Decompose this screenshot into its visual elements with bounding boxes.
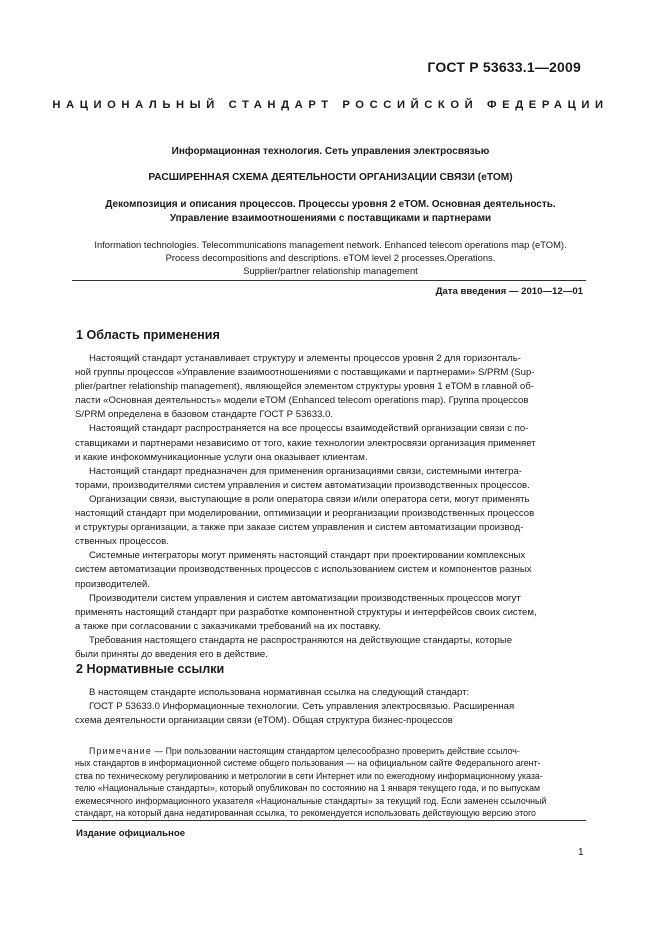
note-label: Примечание: [89, 746, 152, 756]
section-1-heading: 1 Область применения: [76, 328, 220, 342]
text-line: стандарт, на который дана недатированная ссылка, то рекомендуется использовать действующую версию этого: [75, 808, 536, 819]
section-2-heading: 2 Нормативные ссылки: [76, 662, 225, 676]
text-line: ственных процессов.: [75, 536, 169, 548]
divider: [72, 280, 586, 281]
subtitle-line: Декомпозиция и описания процессов. Процессы уровня 2 еТОМ. Основная деятельность.: [105, 199, 556, 210]
text-line: ных стандартов в информационной системе общего пользования — на официальном сайте Федерального агент-: [75, 758, 541, 769]
text-line: ной группы процессов «Управление взаимоотношениями с поставщиками и партнерами» S/PRM (Sup-: [75, 367, 535, 379]
text-line: ГОСТ Р 53633.0 Информационные технологии. Сеть управления электросвязью. Расширенная: [89, 701, 515, 713]
text-line: В настоящем стандарте использована нормативная ссылка на следующий стандарт:: [89, 687, 470, 698]
text-line: Системные интеграторы могут применять настоящий стандарт при проектировании комплексных: [89, 550, 526, 562]
english-title-line: Process decompositions and descriptions. eTOM level 2 processes.Operations.: [165, 251, 496, 263]
text-line: plier/partner relationship management), являющейся элементом структуры уровня 1 еТОМ в главной об-: [75, 381, 534, 393]
section-2-body: [75, 686, 585, 728]
footer-divider: [72, 820, 586, 821]
text-line: ства по техническому регулированию и метрологии в сети Интернет или по ежегодному информационному указа-: [75, 770, 543, 781]
text-line: производителей.: [75, 578, 150, 590]
text-line: применять настоящий стандарт при разработке компонентной структуры и интерфейсов своих систем,: [75, 606, 537, 618]
text-line: S/PRM определена в базовом стандарте ГОСТ Р 53633.0.: [75, 409, 334, 421]
introduction-date: Дата введения — 2010—12—01: [435, 286, 583, 297]
text-line: и структуры организации, а также при заказе систем управления и систем автоматизации производ-: [75, 522, 524, 534]
text-line: Настоящий стандарт распространяется на все процессы взаимодействий организации связи с по-: [89, 423, 529, 435]
english-title: [30, 239, 631, 277]
text-line: Настоящий стандарт устанавливает структуру и элементы процессов уровня 2 для горизонталь-: [89, 353, 521, 364]
national-standard-banner: НАЦИОНАЛЬНЫЙ СТАНДАРТ РОССИЙСКОЙ ФЕДЕРАЦИИ: [52, 99, 609, 111]
text-line: торами, производителями систем управления и систем автоматизации производственных процессов.: [75, 479, 530, 491]
page-number: 1: [578, 847, 584, 858]
text-line: телю «Национальные стандарты», который опубликован по состоянию на 1 января текущего года, и по выпускам: [75, 783, 541, 794]
text-line: настоящий стандарт при моделировании, оптимизации и реорганизации производственных процессов: [75, 508, 535, 520]
english-title-line: Supplier/partner relationship management: [243, 264, 418, 276]
subtitle: [30, 198, 631, 226]
text-line: ежемесячного информационного указателя «Национальные стандарты» за текущий год. Если заменен ссылочный: [75, 795, 547, 806]
series-title: Информационная технология. Сеть управления электросвязью: [171, 146, 490, 157]
text-line: Организации связи, выступающие в роли оператора связи и/или оператора сети, могут применять: [89, 493, 530, 505]
main-title: РАСШИРЕННАЯ СХЕМА ДЕЯТЕЛЬНОСТИ ОРГАНИЗАЦИИ СВЯЗИ (еТОМ): [148, 172, 513, 183]
section-1-body: [75, 352, 585, 662]
text-line: Производители систем управления и систем автоматизации производственных процессов могут: [89, 592, 521, 604]
text-line: — При пользовании настоящим стандартом целесообразно проверить действие ссылоч-: [151, 746, 520, 756]
text-line: ставщиками и партнерами независимо от того, какие технологии электросвязи организация применяет: [75, 437, 536, 449]
edition-label: Издание официальное: [76, 828, 186, 839]
note-first-line: [75, 745, 585, 757]
text-line: ласти «Основная деятельность» модели еТОМ (Enhanced telecom operations map). Группа процессов: [75, 395, 529, 407]
english-title-line: Information technologies. Telecommunications management network. Enhanced telecom operations map (eTOM).: [94, 239, 567, 250]
note-block: [75, 745, 585, 819]
subtitle-line: Управление взаимоотношениями с поставщиками и партнерами: [169, 213, 492, 224]
doc-number: ГОСТ Р 53633.1—2009: [427, 59, 581, 75]
text-line: Требования настоящего стандарта не распространяются на действующие стандарты, которые: [89, 634, 513, 646]
text-line: схема деятельности организации связи (еТОМ). Общая структура бизнес-процессов: [75, 715, 453, 727]
text-line: и какие инфокоммуникационные услуги она оказывает клиентам.: [75, 451, 368, 463]
text-line: были приняты до введения его в действие.: [75, 648, 268, 660]
text-line: Настоящий стандарт предназначен для применения организациями связи, системными интегра-: [89, 465, 522, 477]
text-line: а также при согласовании с заказчиками требований на их поставку.: [75, 620, 381, 632]
text-line: систем автоматизации производственных процессов с использованием систем и компонентов разных: [75, 564, 532, 576]
